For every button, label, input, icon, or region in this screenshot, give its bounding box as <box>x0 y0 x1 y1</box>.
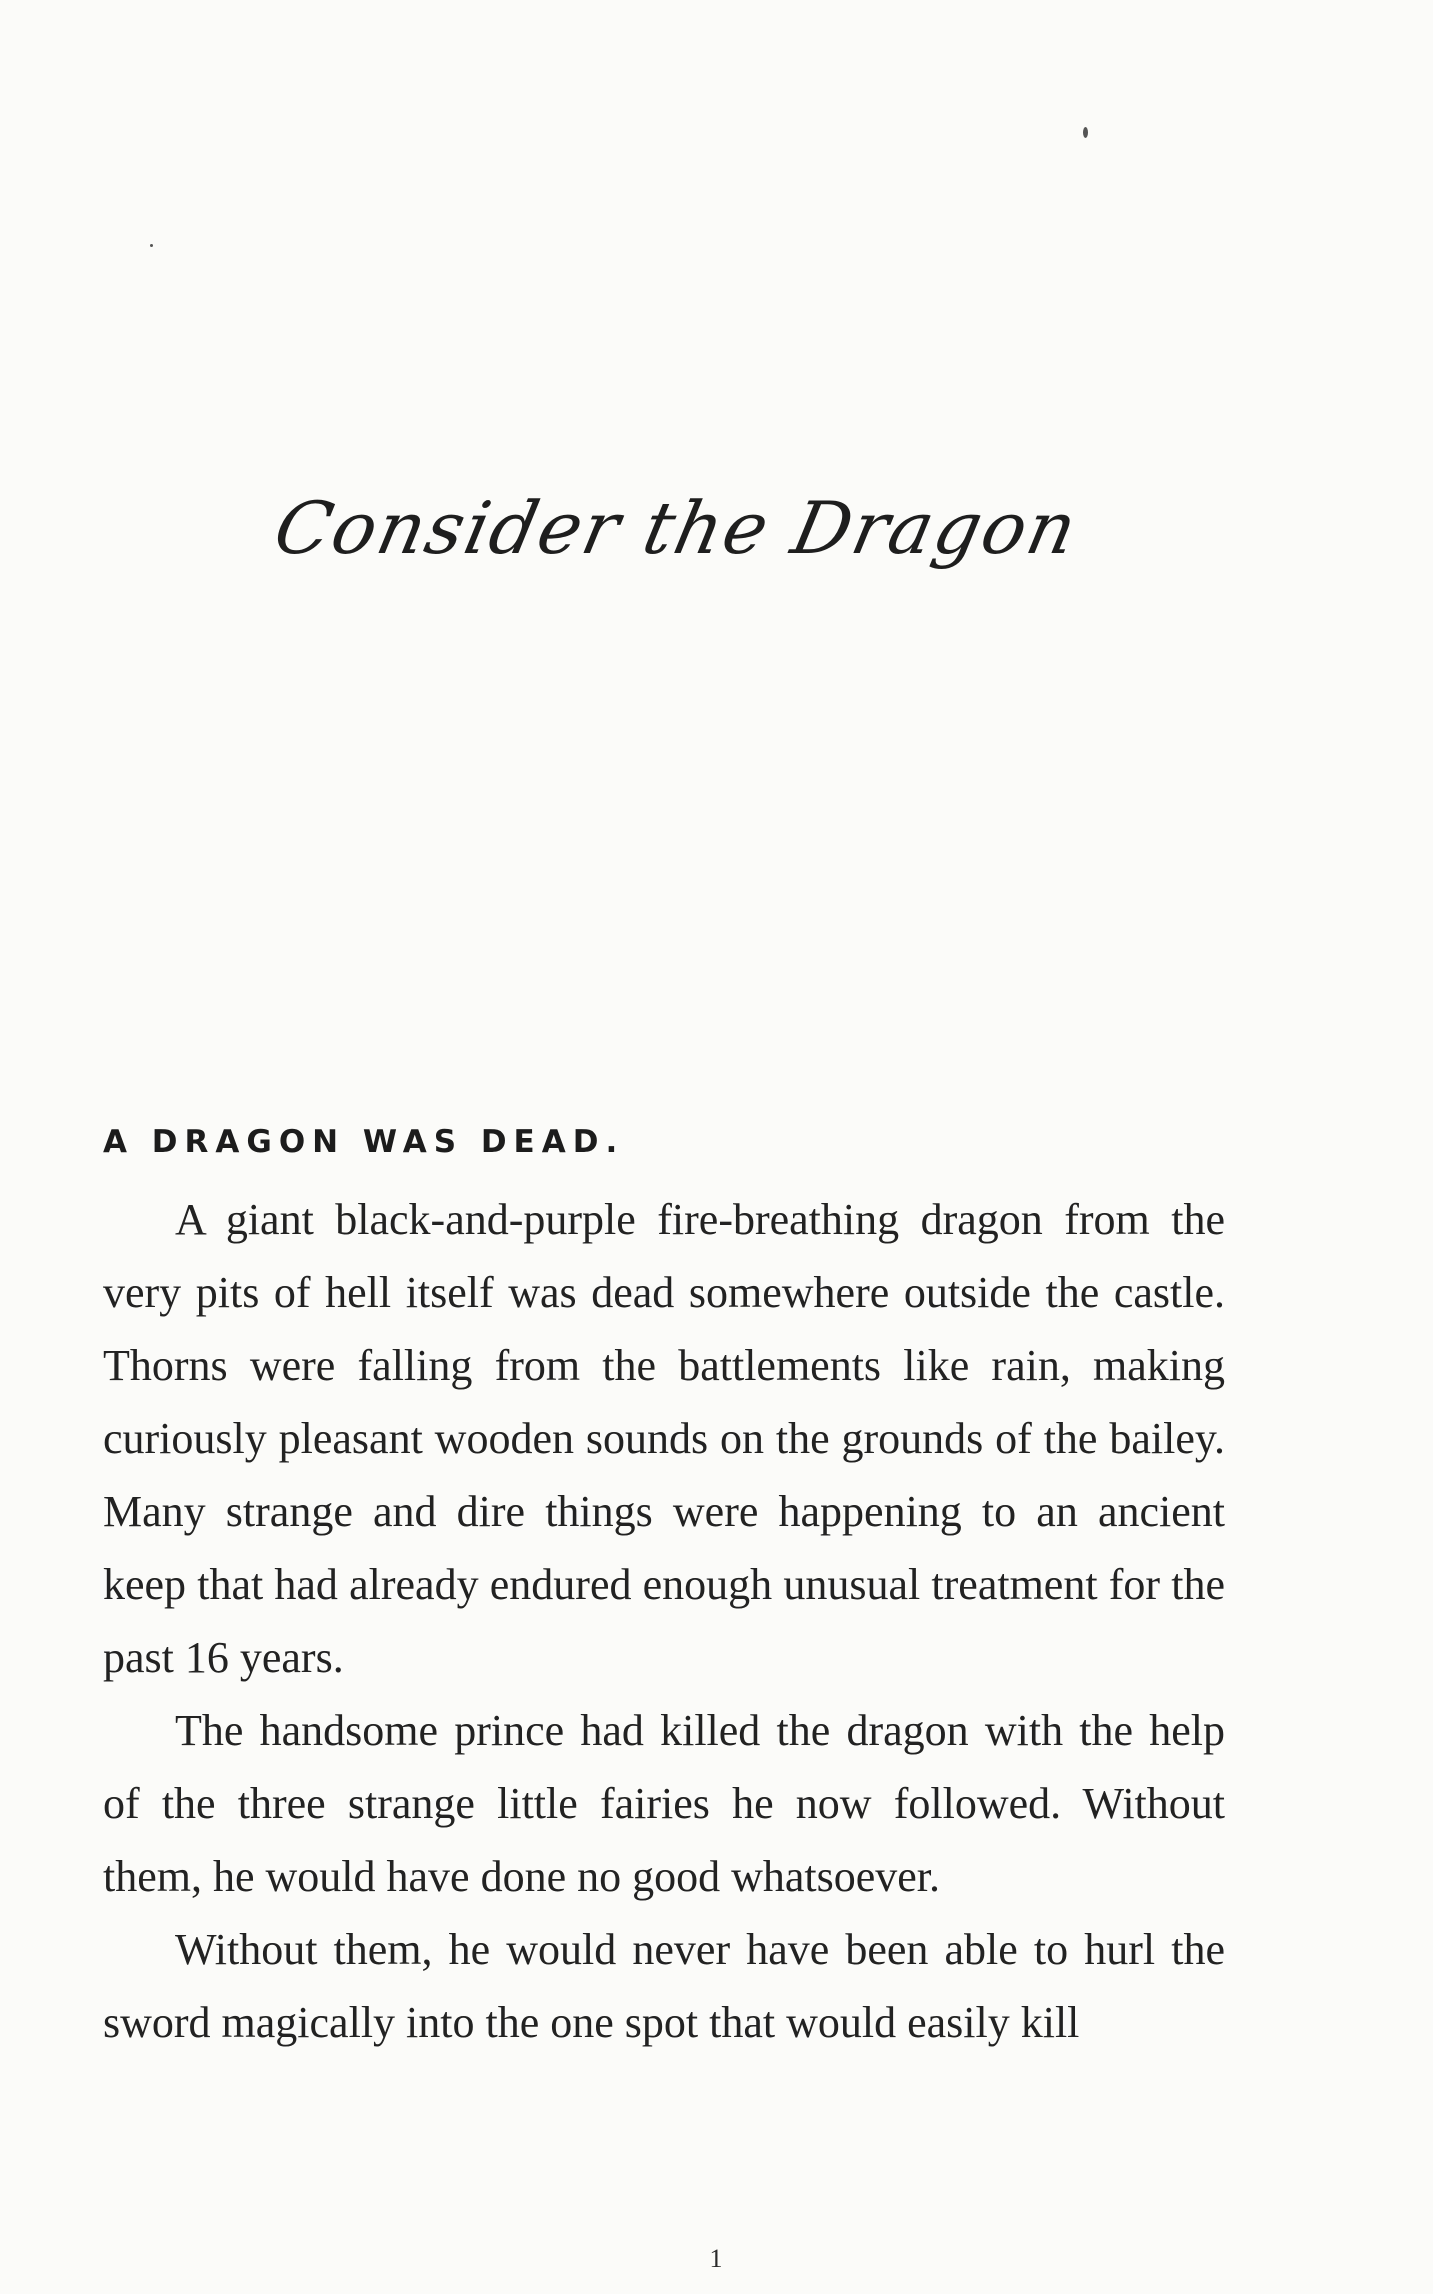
paragraph: A giant black-and-purple fire-breathing dragon from the very pits of hell itself was dead somewhere outside the castle. Thorns were falling from the battlements like rain, making curiously pleasant wooden sounds on the grounds of the bailey. Many strange and dire things were happening to an ancient keep that had already endured enough unusual treatment for the past 16 years. <box>103 1195 1225 1682</box>
page-number: 1 <box>709 2244 724 2273</box>
chapter-opening-line: A DRAGON WAS DEAD. <box>103 1124 625 1160</box>
chapter-body <box>103 1114 1225 2059</box>
print-speck <box>150 244 153 247</box>
print-speck <box>1083 127 1088 138</box>
paragraph: The handsome prince had killed the dragon with the help of the three strange little fairies he now followed. Without them, he would have done no good whatsoever. <box>103 1706 1225 1901</box>
paragraph: Without them, he would never have been able to hurl the sword magically into the one spot that would easily kill <box>103 1925 1225 2047</box>
chapter-title: Consider the Dragon <box>267 486 1086 570</box>
